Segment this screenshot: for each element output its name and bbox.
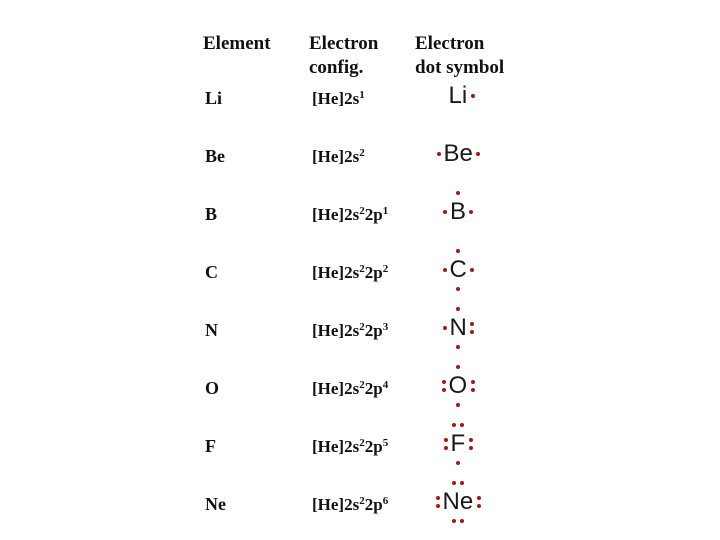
electron-dot-right [477, 496, 481, 500]
electron-dot-top [460, 481, 464, 485]
config-p-exponent: 2 [382, 263, 389, 275]
config-s-exponent: 2 [359, 437, 365, 449]
header-dot-line2: dot symbol [415, 57, 505, 78]
electron-dot-bottom [460, 519, 464, 523]
electron-dot-left [442, 380, 446, 384]
config-p-exponent: 1 [382, 205, 389, 217]
header-config-line1: Electron [309, 33, 379, 54]
electron-dot-left [436, 496, 440, 500]
dot-symbol-b [428, 187, 488, 237]
config-b [312, 205, 388, 225]
config-s-exponent: 2 [359, 495, 365, 507]
dot-symbol-f [428, 419, 488, 469]
electron-dot-left [437, 152, 441, 156]
electron-dot-left [443, 210, 447, 214]
header-config-line2: config. [309, 57, 364, 78]
electron-dot-bottom [456, 345, 460, 349]
element-li: Li [205, 88, 223, 108]
config-o [312, 379, 388, 399]
config-be [312, 147, 365, 167]
electron-dot-right [470, 268, 474, 272]
config-p-orbital: 2p [364, 263, 383, 282]
electron-dot-top [452, 423, 456, 427]
config-p-exponent: 4 [382, 379, 389, 391]
electron-dot-right [476, 152, 480, 156]
electron-dot-bottom [452, 519, 456, 523]
config-s-exponent: 2 [359, 205, 365, 217]
electron-dot-left [444, 446, 448, 450]
electron-dot-right [469, 210, 473, 214]
electron-dot-bottom [456, 461, 460, 465]
electron-dot-top [456, 191, 460, 195]
config-p-exponent: 3 [382, 321, 389, 333]
config-s-exponent: 2 [359, 263, 365, 275]
electron-dot-top [456, 307, 460, 311]
electron-dot-right [469, 438, 473, 442]
element-b: B [205, 204, 218, 224]
config-s-exponent: 2 [359, 379, 365, 391]
config-base: [He]2s [312, 321, 360, 340]
config-p-orbital: 2p [364, 495, 383, 514]
dot-symbol-n [428, 303, 488, 353]
electron-dot-left [443, 326, 447, 330]
electron-dot-left [444, 438, 448, 442]
config-n [312, 321, 388, 341]
config-base: [He]2s [312, 495, 360, 514]
electron-dot-top [452, 481, 456, 485]
config-base: [He]2s [312, 205, 360, 224]
electron-dot-top [460, 423, 464, 427]
config-p-orbital: 2p [364, 205, 383, 224]
header-dot-line1: Electron [415, 33, 485, 54]
config-p-exponent: 5 [382, 437, 389, 449]
electron-dot-bottom [456, 403, 460, 407]
config-p-exponent: 6 [382, 495, 389, 507]
config-li [312, 89, 365, 109]
config-c [312, 263, 388, 283]
config-s-exponent: 2 [359, 321, 365, 333]
config-p-orbital: 2p [364, 379, 383, 398]
symbol-text: Ne [442, 488, 474, 515]
config-base: [He]2s [312, 147, 360, 166]
element-n: N [205, 320, 218, 340]
dot-symbol-c [428, 245, 488, 295]
header-element: Element [203, 33, 271, 54]
symbol-text: N [449, 314, 467, 341]
dot-symbol-ne [428, 477, 488, 527]
dot-symbol-be [428, 129, 488, 179]
electron-dot-top [456, 365, 460, 369]
electron-dot-right [471, 388, 475, 392]
electron-dot-left [442, 388, 446, 392]
electron-dot-right [471, 94, 475, 98]
electron-dot-left [436, 504, 440, 508]
electron-dot-right [477, 504, 481, 508]
electron-dot-top [456, 249, 460, 253]
electron-dot-right [470, 322, 474, 326]
electron-dot-right [470, 330, 474, 334]
symbol-text: O [448, 372, 468, 399]
config-p-orbital: 2p [364, 321, 383, 340]
config-base: [He]2s [312, 263, 360, 282]
config-base: [He]2s [312, 437, 360, 456]
element-ne: Ne [205, 494, 226, 514]
config-p-orbital: 2p [364, 437, 383, 456]
element-f: F [205, 436, 216, 456]
config-s-exponent: 2 [359, 147, 365, 159]
symbol-text: C [449, 256, 467, 283]
symbol-text: Be [443, 140, 473, 167]
electron-dot-right [471, 380, 475, 384]
symbol-text: F [450, 430, 466, 457]
element-be: Be [205, 146, 225, 166]
electron-dot-bottom [456, 287, 460, 291]
electron-dot-right [469, 446, 473, 450]
config-base: [He]2s [312, 89, 360, 108]
dot-symbol-li [428, 71, 488, 121]
dot-symbol-o [428, 361, 488, 411]
element-c: C [205, 262, 218, 282]
symbol-text: B [450, 198, 467, 225]
config-ne [312, 495, 388, 515]
symbol-text: Li [448, 82, 468, 109]
electron-dot-left [443, 268, 447, 272]
config-f [312, 437, 388, 457]
element-o: O [205, 378, 220, 398]
config-base: [He]2s [312, 379, 360, 398]
config-s-exponent: 1 [359, 89, 365, 101]
